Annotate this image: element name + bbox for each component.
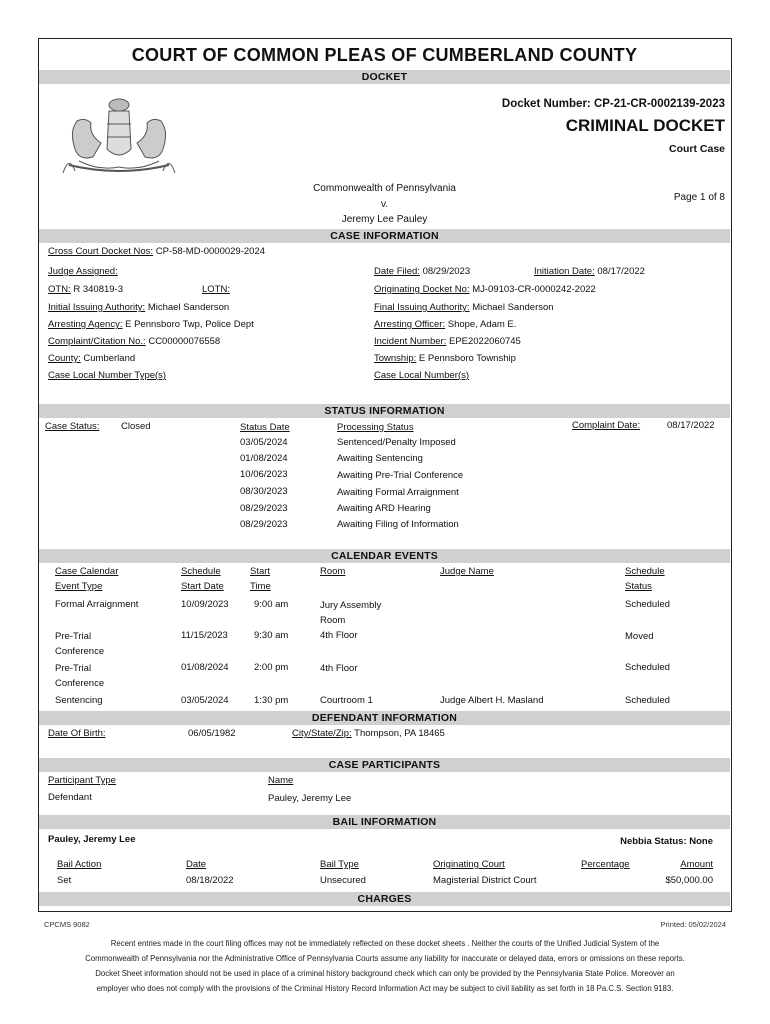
arresting-agency-row <box>48 319 254 330</box>
event-room: Courtroom 1 <box>320 695 373 706</box>
bail-date-header: Date <box>186 859 207 870</box>
judge-assigned-label: Judge Assigned: <box>48 266 118 277</box>
event-judge: Judge Albert H. Masland <box>440 695 544 706</box>
docket-bar: DOCKET <box>39 70 730 84</box>
originating-docket-label: Originating Docket No: <box>374 284 470 295</box>
dob-value: 06/05/1982 <box>188 728 236 739</box>
participant-name: Pauley, Jeremy Lee <box>268 793 352 804</box>
event-time: 9:30 am <box>254 630 289 641</box>
amount-header: Amount <box>680 859 713 870</box>
city-value: Thompson, PA 18465 <box>354 728 445 739</box>
event-status: Scheduled <box>625 662 670 673</box>
local-number-type-label: Case Local Number Type(s) <box>48 370 167 381</box>
court-case-label: Court Case <box>668 143 725 155</box>
start-date-header: Start Date <box>181 581 224 592</box>
start-date-header: Schedule <box>181 566 221 577</box>
otn-value: R 340819-3 <box>73 284 123 295</box>
pennsylvania-seal-icon <box>49 91 189 183</box>
arresting-officer-row <box>374 319 516 330</box>
status-row-date: 08/29/2023 <box>240 503 288 514</box>
event-status: Scheduled <box>625 599 670 610</box>
event-type: Pre-Trial <box>55 663 92 674</box>
incident-row <box>374 336 521 347</box>
docket-type: CRIMINAL DOCKET <box>565 116 725 135</box>
initial-authority-value: Michael Sanderson <box>147 302 230 313</box>
defendant-information-bar: DEFENDANT INFORMATION <box>39 711 730 725</box>
event-room: 4th Floor <box>320 630 358 641</box>
charges-bar: CHARGES <box>39 892 730 906</box>
bail-action: Set <box>57 875 72 886</box>
event-date: 01/08/2024 <box>181 662 229 673</box>
bail-amount: $50,000.00 <box>665 875 713 886</box>
originating-docket-value: MJ-09103-CR-0000242-2022 <box>472 284 596 295</box>
bail-action-header: Bail Action <box>57 859 102 870</box>
court-title: COURT OF COMMON PLEAS OF CUMBERLAND COUNTY <box>131 45 638 65</box>
bail-type: Unsecured <box>320 875 366 886</box>
complaint-date-value: 08/17/2022 <box>667 420 715 431</box>
bail-defendant-name: Pauley, Jeremy Lee <box>48 834 136 845</box>
docket-number: Docket Number: CP-21-CR-0002139-2023 <box>501 98 725 110</box>
printed-date: Printed: 05/02/2024 <box>660 920 726 929</box>
arresting-agency-label: Arresting Agency: <box>48 319 123 330</box>
event-type: Conference <box>55 646 105 657</box>
participant-type-header: Participant Type <box>48 775 116 786</box>
date-filed-row <box>374 266 470 277</box>
docket-page <box>38 38 732 912</box>
event-type: Formal Arraignment <box>55 599 139 610</box>
nebbia-status: Nebbia Status: None <box>620 836 713 847</box>
city-label: City/State/Zip: <box>292 728 352 739</box>
date-filed-value: 08/29/2023 <box>422 266 471 277</box>
status-row-status: Awaiting Formal Arraignment <box>337 487 459 498</box>
participant-type: Defendant <box>48 792 92 803</box>
date-filed-label: Date Filed: <box>374 266 420 277</box>
event-status: Moved <box>625 631 654 642</box>
status-row-date: 01/08/2024 <box>240 453 288 464</box>
event-time: 9:00 am <box>254 599 289 610</box>
judge-header: Judge Name <box>440 566 494 577</box>
start-time-header: Time <box>250 581 271 592</box>
complaint-label: Complaint/Citation No.: <box>48 336 146 347</box>
initiation-date-label: Initiation Date: <box>534 266 595 277</box>
status-row-status: Sentenced/Penalty Imposed <box>337 437 456 448</box>
event-type-header: Case Calendar <box>55 566 119 577</box>
event-room: 4th Floor <box>320 663 358 674</box>
case-information-bar: CASE INFORMATION <box>39 229 730 243</box>
status-row-date: 08/30/2023 <box>240 486 288 497</box>
otn-label: OTN: <box>48 284 71 295</box>
page-info: Page 1 of 8 <box>673 192 725 203</box>
status-row-date: 10/06/2023 <box>240 469 288 480</box>
cross-court-row <box>48 246 265 257</box>
event-room: Room <box>320 615 346 626</box>
schedule-status-header: Status <box>625 581 652 592</box>
status-row-date: 08/29/2023 <box>240 519 288 530</box>
bail-date: 08/18/2022 <box>186 875 234 886</box>
local-number-label: Case Local Number(s) <box>374 370 470 381</box>
originating-court-header: Originating Court <box>433 859 505 870</box>
bail-type-header: Bail Type <box>320 859 359 870</box>
event-date: 03/05/2024 <box>181 695 229 706</box>
event-date: 10/09/2023 <box>181 599 229 610</box>
originating-docket-row <box>374 284 596 295</box>
participant-name-header: Name <box>268 775 294 786</box>
processing-status-header: Processing Status <box>337 422 414 433</box>
complaint-value: CC00000076558 <box>148 336 221 347</box>
calendar-events-bar: CALENDAR EVENTS <box>39 549 730 563</box>
room-header: Room <box>320 566 346 577</box>
event-type: Pre-Trial <box>55 631 92 642</box>
schedule-status-header: Schedule <box>625 566 665 577</box>
status-row-date: 03/05/2024 <box>240 437 288 448</box>
event-time: 1:30 pm <box>254 695 289 706</box>
county-row <box>48 353 135 364</box>
event-status: Scheduled <box>625 695 670 706</box>
final-authority-value: Michael Sanderson <box>472 302 554 313</box>
caption-plaintiff: Commonwealth of Pennsylvania <box>313 183 456 194</box>
dob-label: Date Of Birth: <box>48 728 106 739</box>
status-row-status: Awaiting Sentencing <box>337 453 423 464</box>
incident-label: Incident Number: <box>374 336 447 347</box>
event-type: Sentencing <box>55 695 103 706</box>
county-value: Cumberland <box>83 353 136 364</box>
final-authority-row <box>374 302 554 313</box>
status-row-status: Awaiting Pre-Trial Conference <box>337 470 464 481</box>
status-row-status: Awaiting Filing of Information <box>337 519 459 530</box>
status-date-header: Status Date <box>240 422 290 433</box>
start-time-header: Start <box>250 566 271 577</box>
initiation-date-value: 08/17/2022 <box>597 266 645 277</box>
initial-authority-row <box>48 302 229 313</box>
case-status-value: Closed <box>121 421 151 432</box>
event-date: 11/15/2023 <box>181 630 228 641</box>
caption-v: v. <box>380 199 389 210</box>
city-row <box>292 728 445 739</box>
originating-court: Magisterial District Court <box>433 875 537 886</box>
event-time: 2:00 pm <box>254 662 289 673</box>
complaint-date-label: Complaint Date: <box>572 420 641 431</box>
arresting-officer-label: Arresting Officer: <box>374 319 446 330</box>
township-label: Township: <box>374 353 417 364</box>
complaint-row <box>48 336 220 347</box>
status-row-status: Awaiting ARD Hearing <box>337 503 431 514</box>
incident-value: EPE2022060745 <box>448 336 521 347</box>
caption-defendant: Jeremy Lee Pauley <box>341 214 428 225</box>
event-type: Conference <box>55 678 105 689</box>
otn-row <box>48 284 123 295</box>
township-row <box>374 353 516 364</box>
form-id: CPCMS 9082 <box>44 920 90 929</box>
arresting-officer-value: Shope, Adam E. <box>447 319 517 330</box>
final-authority-label: Final Issuing Authority: <box>374 302 470 313</box>
county-label: County: <box>48 353 81 364</box>
case-status-label: Case Status: <box>45 421 100 432</box>
lotn-label: LOTN: <box>202 284 230 295</box>
disclaimer: Recent entries made in the court filing offices may not be immediately reflected on these docket sheets . Neither the courts of the Unified Judicial System of the Commonwealth of Pennsylvania nor the Administrative Office of Pennsylvania Courts assume any liability for inaccurate or delayed data, errors or omissions on these reports. Docket Sheet information should not be used in place of a criminal history background check which can only be provided by the Pennsylvania State Police. Moreover an employer who does not comply with the provisions of the Criminal History Record Information Act may be subject to civil liability as set forth in 18 Pa.C.S. Section 9183. <box>85 939 685 993</box>
event-type-header: Event Type <box>55 581 103 592</box>
case-participants-bar: CASE PARTICIPANTS <box>39 758 730 772</box>
status-information-bar: STATUS INFORMATION <box>39 404 730 418</box>
cross-court-label: Cross Court Docket Nos: <box>48 246 154 257</box>
percentage-header: Percentage <box>581 859 630 870</box>
initiation-date-row <box>534 266 645 277</box>
event-room: Jury Assembly <box>320 600 382 611</box>
township-value: E Pennsboro Township <box>418 353 516 364</box>
arresting-agency-value: E Pennsboro Twp, Police Dept <box>125 319 254 330</box>
cross-court-value: CP-58-MD-0000029-2024 <box>155 246 266 257</box>
bail-information-bar: BAIL INFORMATION <box>39 815 730 829</box>
initial-authority-label: Initial Issuing Authority: <box>48 302 146 313</box>
